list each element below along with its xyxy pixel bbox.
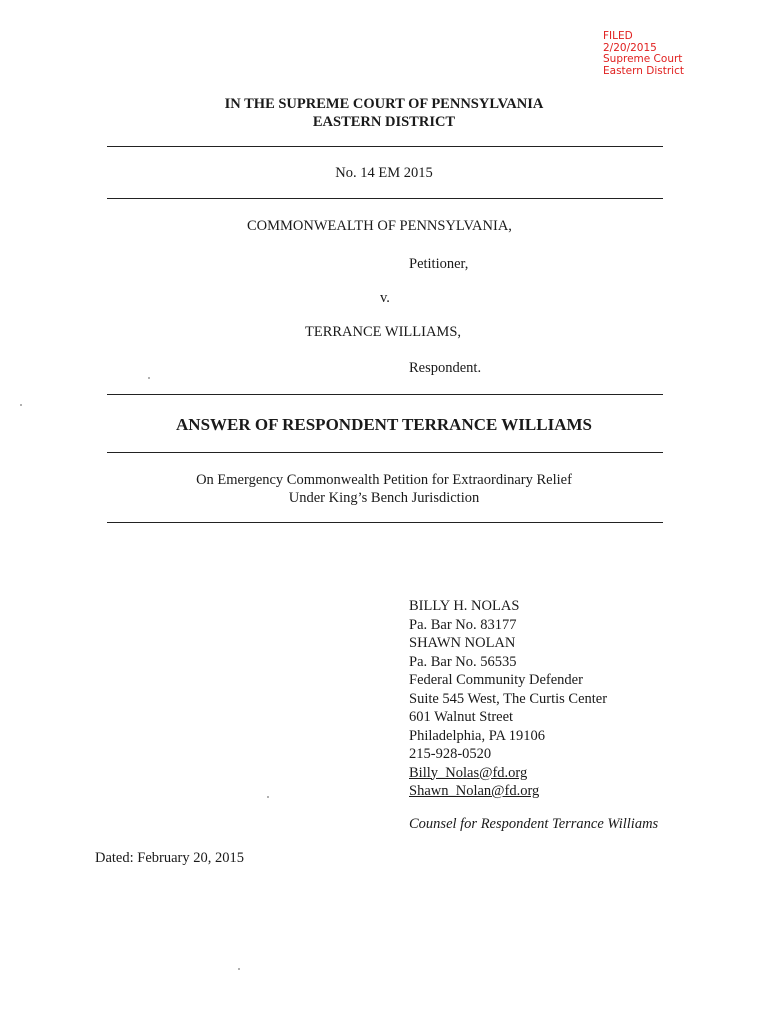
counsel-name: SHAWN NOLAN <box>409 635 516 651</box>
subtitle-line-2: Under King’s Bench Jurisdiction <box>288 490 480 506</box>
docket-number: No. 14 EM 2015 <box>335 165 433 181</box>
address-city: Philadelphia, PA 19106 <box>409 727 546 744</box>
divider <box>107 146 663 147</box>
court-name: IN THE SUPREME COURT OF PENNSYLVANIA <box>224 96 544 112</box>
bar-number: Pa. Bar No. 56535 <box>409 653 517 670</box>
stamp-line: Eastern District <box>603 64 684 77</box>
scan-speck <box>20 404 22 406</box>
bar-number: Pa. Bar No. 83177 <box>409 616 517 633</box>
counsel-block <box>409 597 658 833</box>
phone-number: 215-928-0520 <box>409 746 492 762</box>
office-name: Federal Community Defender <box>409 672 583 688</box>
petitioner-name: COMMONWEALTH OF PENNSYLVANIA, <box>247 218 512 234</box>
divider <box>107 452 663 453</box>
scan-speck <box>148 377 150 379</box>
divider <box>107 522 663 523</box>
counsel-name: BILLY H. NOLAS <box>409 598 520 614</box>
counsel-role: Counsel for Respondent Terrance Williams <box>409 815 659 832</box>
address-line: Suite 545 West, The Curtis Center <box>409 690 608 707</box>
document-title: ANSWER OF RESPONDENT TERRANCE WILLIAMS <box>176 415 592 434</box>
stamp-line: Supreme Court <box>603 53 683 65</box>
email-link[interactable]: Billy_Nolas@fd.org <box>409 764 528 781</box>
email-link[interactable]: Shawn_Nolan@fd.org <box>409 783 540 799</box>
court-heading <box>0 95 768 131</box>
versus: v. <box>380 290 390 306</box>
divider <box>107 394 663 395</box>
subtitle-line-1: On Emergency Commonwealth Petition for Extraordinary Relief <box>196 472 572 488</box>
scan-speck <box>267 796 269 798</box>
respondent-role: Respondent. <box>409 360 482 376</box>
address-line: 601 Walnut Street <box>409 709 514 725</box>
petitioner-role: Petitioner, <box>409 256 469 272</box>
divider <box>107 198 663 199</box>
filed-stamp <box>603 31 684 77</box>
stamp-line: FILED <box>603 30 633 42</box>
scan-speck <box>238 968 240 970</box>
dated-line: Dated: February 20, 2015 <box>95 850 244 866</box>
stamp-line: 2/20/2015 <box>603 41 657 54</box>
respondent-name: TERRANCE WILLIAMS, <box>305 324 462 340</box>
court-district: EASTERN DISTRICT <box>312 114 456 130</box>
